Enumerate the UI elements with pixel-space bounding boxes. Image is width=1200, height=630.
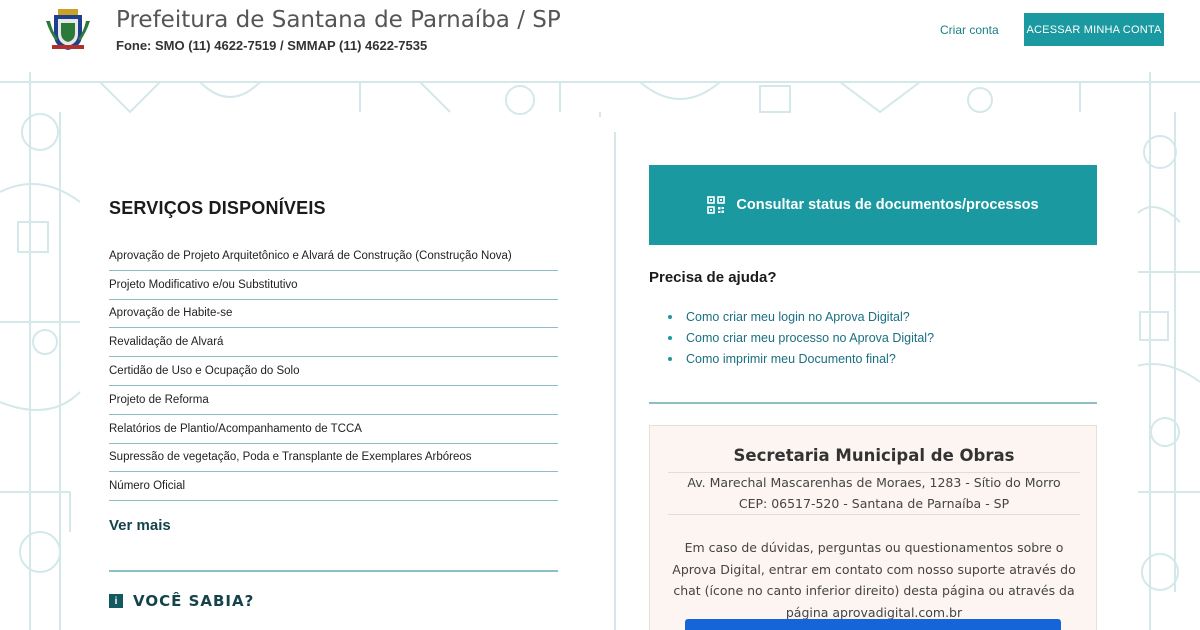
support-button[interactable] bbox=[685, 619, 1061, 630]
help-link-label: Como criar meu processo no Aprova Digital? bbox=[686, 330, 935, 345]
help-link[interactable] bbox=[668, 306, 934, 327]
service-item[interactable]: Aprovação de Habite-se bbox=[109, 300, 558, 329]
did-you-know-heading bbox=[109, 592, 254, 610]
site-phone: Fone: SMO (11) 4622-7519 / SMMAP (11) 4622-7535 bbox=[116, 38, 428, 53]
service-item[interactable]: Revalidação de Alvará bbox=[109, 328, 558, 357]
service-item[interactable]: Relatórios de Plantio/Acompanhamento de TCCA bbox=[109, 415, 558, 444]
check-status-button[interactable] bbox=[649, 165, 1097, 245]
create-account-link[interactable]: Criar conta bbox=[940, 23, 999, 37]
site-title: Prefeitura de Santana de Parnaíba / SP bbox=[116, 7, 561, 33]
department-title: Secretaria Municipal de Obras bbox=[733, 446, 1015, 465]
check-status-label: Consultar status de documentos/processos bbox=[736, 197, 1039, 213]
section-divider bbox=[649, 402, 1097, 404]
service-item[interactable]: Projeto Modificativo e/ou Substitutivo bbox=[109, 271, 558, 300]
help-links bbox=[668, 306, 934, 369]
help-link-label: Como criar meu login no Aprova Digital? bbox=[686, 309, 910, 324]
qr-code-icon bbox=[707, 196, 725, 214]
service-item[interactable]: Certidão de Uso e Ocupação do Solo bbox=[109, 357, 558, 386]
help-link-label: Como imprimir meu Documento final? bbox=[686, 351, 896, 366]
did-you-know-title: VOCÊ SABIA? bbox=[133, 592, 255, 610]
card-divider bbox=[668, 514, 1080, 515]
service-item[interactable]: Número Oficial bbox=[109, 472, 558, 501]
department-address: Av. Marechal Mascarenhas de Moraes, 1283 - Sítio do Morro bbox=[687, 475, 1061, 490]
service-item[interactable]: Aprovação de Projeto Arquitetônico e Alvará de Construção (Construção Nova) bbox=[109, 242, 558, 271]
help-link[interactable] bbox=[668, 348, 934, 369]
see-more-link[interactable]: Ver mais bbox=[109, 517, 171, 534]
support-note: Em caso de dúvidas, perguntas ou questionamentos sobre o Aprova Digital, entrar em contato com nosso suporte através do chat (ícone no canto inferior direito) desta página ou através da página aprovadigital.com.br bbox=[672, 540, 1076, 620]
service-item[interactable]: Projeto de Reforma bbox=[109, 386, 558, 415]
bullet-icon bbox=[668, 336, 672, 340]
access-account-button[interactable]: ACESSAR MINHA CONTA bbox=[1024, 13, 1164, 46]
city-crest-logo bbox=[44, 7, 92, 51]
bullet-icon bbox=[668, 315, 672, 319]
card-divider bbox=[668, 472, 1080, 473]
section-divider bbox=[109, 570, 558, 572]
help-link[interactable] bbox=[668, 327, 934, 348]
service-item[interactable]: Supressão de vegetação, Poda e Transplante de Exemplares Arbóreos bbox=[109, 444, 558, 473]
site-header bbox=[0, 0, 1200, 72]
services-title: SERVIÇOS DISPONÍVEIS bbox=[109, 198, 326, 218]
help-title: Precisa de ajuda? bbox=[649, 269, 777, 286]
services-list bbox=[109, 242, 558, 501]
department-cep: CEP: 06517-520 - Santana de Parnaíba - SP bbox=[738, 496, 1010, 511]
info-icon: i bbox=[109, 594, 123, 608]
department-contact-card bbox=[649, 425, 1097, 630]
bullet-icon bbox=[668, 357, 672, 361]
